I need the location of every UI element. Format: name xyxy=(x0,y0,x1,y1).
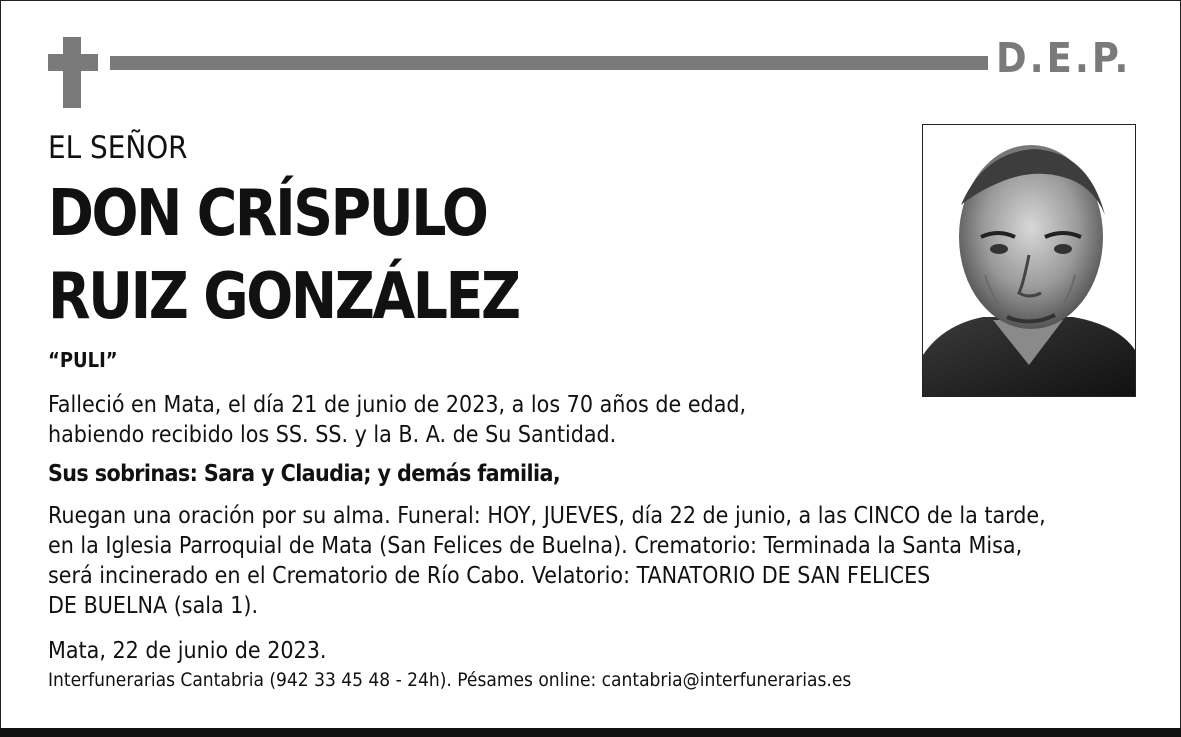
place-date: Mata, 22 de junio de 2023. xyxy=(48,638,327,664)
death-notice-line: habiendo recibido los SS. SS. y la B. A. de Su Santidad. xyxy=(48,422,617,448)
death-notice-line: Falleció en Mata, el día 21 de junio de 2023, a los 70 años de edad, xyxy=(48,392,747,418)
title-prefix: EL SEÑOR xyxy=(48,130,188,166)
funeral-home-footer: Interfunerarias Cantabria (942 33 45 48 - 24h). Pésames online: cantabria@interfunerarias.es xyxy=(48,669,852,691)
funeral-paragraph xyxy=(48,501,1046,621)
family-line: Sus sobrinas: Sara y Claudia; y demás familia, xyxy=(48,461,561,487)
nickname: “PULI” xyxy=(48,348,118,372)
funeral-line: Ruegan una oración por su alma. Funeral: HOY, JUEVES, día 22 de junio, a las CINCO de la tarde, xyxy=(48,503,1046,529)
deceased-name-line1: DON CRÍSPULO xyxy=(48,177,487,251)
portrait-photo xyxy=(922,124,1136,397)
cross-icon xyxy=(63,37,81,108)
deceased-name-line2: RUIZ GONZÁLEZ xyxy=(48,260,519,334)
death-notice-paragraph xyxy=(48,390,746,450)
dep-label: D.E.P. xyxy=(996,34,1132,82)
header-rule xyxy=(110,56,988,70)
funeral-line: será incinerado en el Crematorio de Río Cabo. Velatorio: TANATORIO DE SAN FELICES xyxy=(48,563,931,589)
cross-icon-arm xyxy=(48,54,98,71)
bottom-border xyxy=(0,728,1181,737)
funeral-line: en la Iglesia Parroquial de Mata (San Felices de Buelna). Crematorio: Terminada la Santa Misa, xyxy=(48,533,1023,559)
funeral-line: DE BUELNA (sala 1). xyxy=(48,593,259,619)
